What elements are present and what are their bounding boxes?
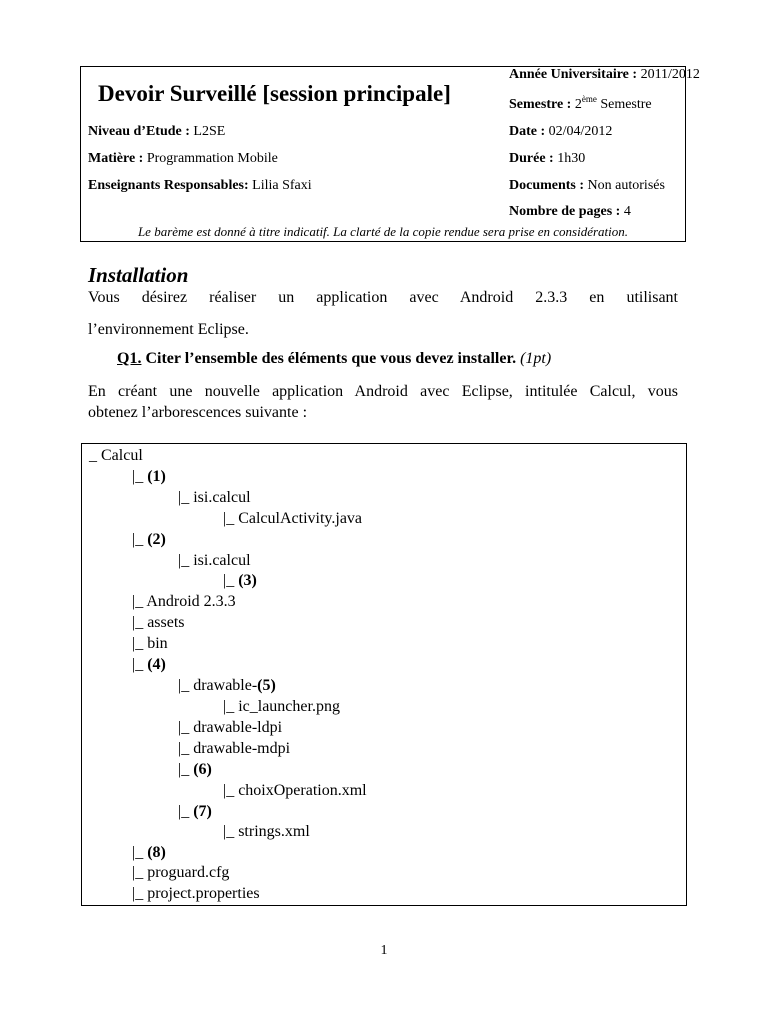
tree-line: |_ Android 2.3.3 — [132, 593, 236, 610]
matiere-value: Programmation Mobile — [146, 151, 278, 166]
tree-line: |_ drawable-mdpi — [178, 740, 291, 757]
page-number: 1 — [380, 943, 388, 958]
semestre-row — [509, 94, 652, 113]
pages-value: 4 — [623, 204, 631, 219]
tree-line: |_ (1) — [132, 468, 166, 485]
tree-line: |_ strings.xml — [223, 823, 310, 840]
semestre-word: Semestre — [600, 97, 652, 112]
tree-line: |_ (6) — [178, 761, 212, 778]
niveau-label: Niveau d’Etude : — [88, 124, 190, 139]
documents-label: Documents : — [509, 178, 585, 193]
annee-value: 2011/2012 — [640, 67, 700, 82]
question-1 — [117, 350, 551, 368]
tree-line: |_ project.properties — [132, 885, 260, 902]
tree-line: |_ CalculActivity.java — [223, 510, 363, 527]
question-1-points: (1pt) — [520, 350, 552, 367]
semestre-num: 2 — [574, 97, 582, 112]
date-row — [509, 124, 612, 140]
documents-value: Non autorisés — [587, 178, 665, 193]
pages-row — [509, 204, 631, 220]
annee-label: Année Universitaire : — [509, 67, 638, 82]
semestre-sup: ème — [581, 94, 597, 104]
tree-line: |_ proguard.cfg — [132, 864, 230, 881]
intro-line-2: l’environnement Eclipse. — [88, 321, 249, 338]
tree-line: |_ bin — [132, 635, 168, 652]
date-label: Date : — [509, 124, 546, 139]
exam-header — [80, 66, 700, 242]
project-tree — [81, 443, 687, 906]
tree-line: |_ isi.calcul — [178, 552, 251, 569]
date-value: 02/04/2012 — [548, 124, 613, 139]
question-1-number: Q1. — [117, 350, 142, 367]
annee-row — [509, 67, 700, 83]
semestre-label: Semestre : — [509, 97, 572, 112]
duree-row — [509, 151, 585, 167]
documents-row — [509, 178, 665, 194]
tree-line: |_ (8) — [132, 844, 166, 861]
niveau-value: L2SE — [193, 124, 226, 139]
grading-note: Le barème est donné à titre indicatif. La clarté de la copie rendue sera prise en considération. — [137, 224, 629, 239]
duree-label: Durée : — [509, 151, 554, 166]
question-1-text: Citer l’ensemble des éléments que vous devez installer. — [141, 350, 517, 367]
tree-line: |_ (2) — [132, 531, 166, 548]
tree-line: _ Calcul — [89, 447, 143, 464]
duree-value: 1h30 — [557, 151, 586, 166]
tree-line: |_ choixOperation.xml — [223, 782, 367, 799]
matiere-label: Matière : — [88, 151, 144, 166]
tree-line: |_ assets — [132, 614, 185, 631]
intro-line-1: Vous désirez réaliser un application avec Android 2.3.3 en utilisant — [88, 289, 678, 306]
enseignants-value: Lilia Sfaxi — [252, 178, 312, 193]
tree-line: |_ (4) — [132, 656, 166, 673]
section-title: Installation — [88, 263, 189, 287]
tree-line: |_ (7) — [178, 803, 212, 820]
tree-line: |_ ic_launcher.png — [223, 698, 340, 715]
pages-label: Nombre de pages : — [509, 204, 621, 219]
para2-line-2: obtenez l’arborescences suivante : — [88, 404, 308, 421]
niveau-row — [88, 124, 225, 140]
enseignants-row — [88, 178, 312, 194]
para2-line-1: En créant une nouvelle application Android avec Eclipse, intitulée Calcul, vous — [88, 383, 678, 400]
tree-line: |_ drawable-ldpi — [178, 719, 283, 736]
tree-line: |_ (3) — [223, 572, 257, 589]
tree-line: |_ isi.calcul — [178, 489, 251, 506]
enseignants-label: Enseignants Responsables: — [88, 178, 249, 193]
matiere-row — [88, 151, 278, 167]
exam-title: Devoir Surveillé [session principale] — [98, 81, 451, 106]
tree-line: |_ drawable-(5) — [178, 677, 276, 694]
